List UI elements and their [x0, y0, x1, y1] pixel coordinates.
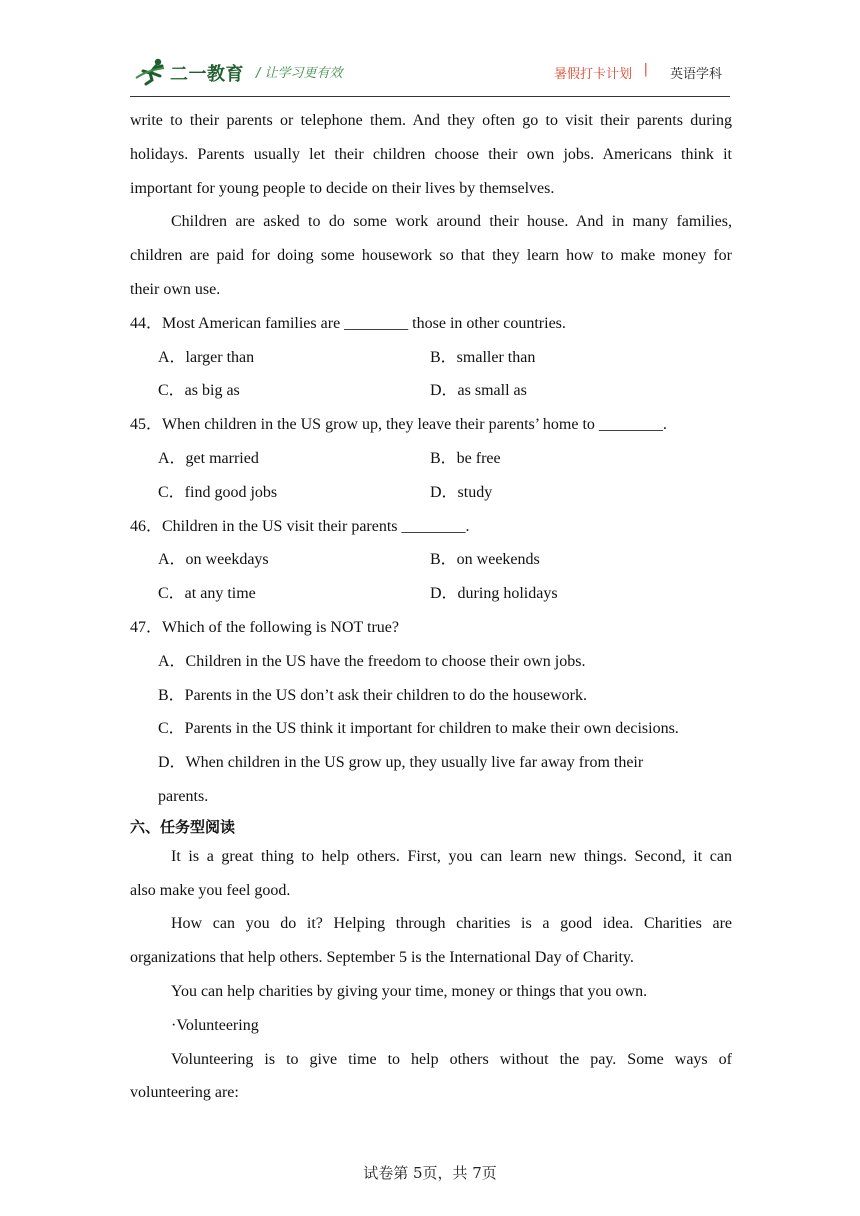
- passage-line: How can you do it? Helping through charities is a good idea. Charities are: [171, 915, 732, 933]
- running-person-logo-icon: [134, 56, 168, 91]
- passage-line: important for young people to decide on their lives by themselves.: [130, 179, 555, 197]
- option-c: C．at any time: [158, 585, 256, 603]
- option-d: D．When children in the US grow up, they usually live far away from their: [158, 754, 644, 772]
- question-44-stem: 44．Most American families are ________ those in other countries.: [130, 314, 566, 332]
- passage-line: You can help charities by giving your time, money or things that you own.: [171, 982, 648, 1000]
- passage-line: write to their parents or telephone them. And they often go to visit their parents during: [130, 112, 732, 129]
- passage-line: holidays. Parents usually let their children choose their own jobs. Americans think it: [130, 145, 732, 163]
- page-number: 试卷第 5页，共 7页: [363, 1164, 497, 1182]
- passage-line: organizations that help others. September 5 is the International Day of Charity.: [130, 949, 634, 967]
- passage-line: their own use.: [130, 280, 221, 298]
- question-47-stem: 47．Which of the following is NOT true?: [130, 618, 399, 636]
- subject-label: 英语学科: [669, 67, 722, 82]
- option-d: D．during holidays: [430, 585, 558, 603]
- passage-line: It is a great thing to help others. First, you can learn new things. Second, it can: [171, 847, 732, 865]
- option-d: D．study: [430, 483, 493, 501]
- option-a: A．get married: [158, 449, 259, 467]
- passage-line: children are paid for doing some housework so that they learn how to make money for: [130, 247, 732, 265]
- option-c: C．find good jobs: [158, 483, 278, 501]
- question-46-options-row: [130, 543, 732, 577]
- passage-subheading: ·Volunteering: [171, 1016, 259, 1034]
- question-45-options-row: [130, 476, 732, 510]
- slogan: / 让学习更有效: [256, 66, 343, 81]
- question-46-stem: 46．Children in the US visit their parents ________.: [130, 517, 470, 535]
- option-a: A．on weekdays: [158, 551, 269, 569]
- option-b: B．be free: [430, 449, 501, 467]
- section-heading: 六、任务型阅读: [130, 817, 236, 836]
- question-45-stem: 45．When children in the US grow up, they leave their parents’ home to ________.: [130, 416, 667, 434]
- question-46-options-row: [130, 577, 732, 611]
- option-c: C．as big as: [158, 382, 240, 400]
- header-rule: [130, 96, 730, 97]
- option-b: B．smaller than: [430, 348, 536, 366]
- passage-line: volunteering are:: [130, 1084, 239, 1102]
- option-b: B．on weekends: [430, 551, 540, 569]
- option-d: D．as small as: [430, 382, 527, 400]
- brand-logo: [134, 56, 244, 90]
- page-header: [130, 52, 730, 98]
- summer-plan-label: 暑假打卡计划: [553, 67, 632, 82]
- question-45-options-row: [130, 442, 732, 476]
- passage-line: Children are asked to do some work around their house. And in many families,: [171, 213, 732, 231]
- page-content: [130, 104, 732, 1110]
- logo-text: 二一教育: [170, 64, 244, 85]
- question-44-options-row: [130, 341, 732, 375]
- passage-line: Volunteering is to give time to help others without the pay. Some ways of: [171, 1050, 732, 1068]
- option-c: C．Parents in the US think it important for children to make their own decisions.: [158, 720, 679, 738]
- option-b: B．Parents in the US don’t ask their children to do the housework.: [158, 686, 587, 704]
- header-separator: |: [643, 62, 648, 77]
- passage-line: also make you feel good.: [130, 881, 291, 899]
- question-44-options-row: [130, 374, 732, 408]
- option-a: A．Children in the US have the freedom to choose their own jobs.: [158, 652, 586, 670]
- option-d-continued: parents.: [158, 787, 209, 805]
- option-a: A．larger than: [158, 348, 255, 366]
